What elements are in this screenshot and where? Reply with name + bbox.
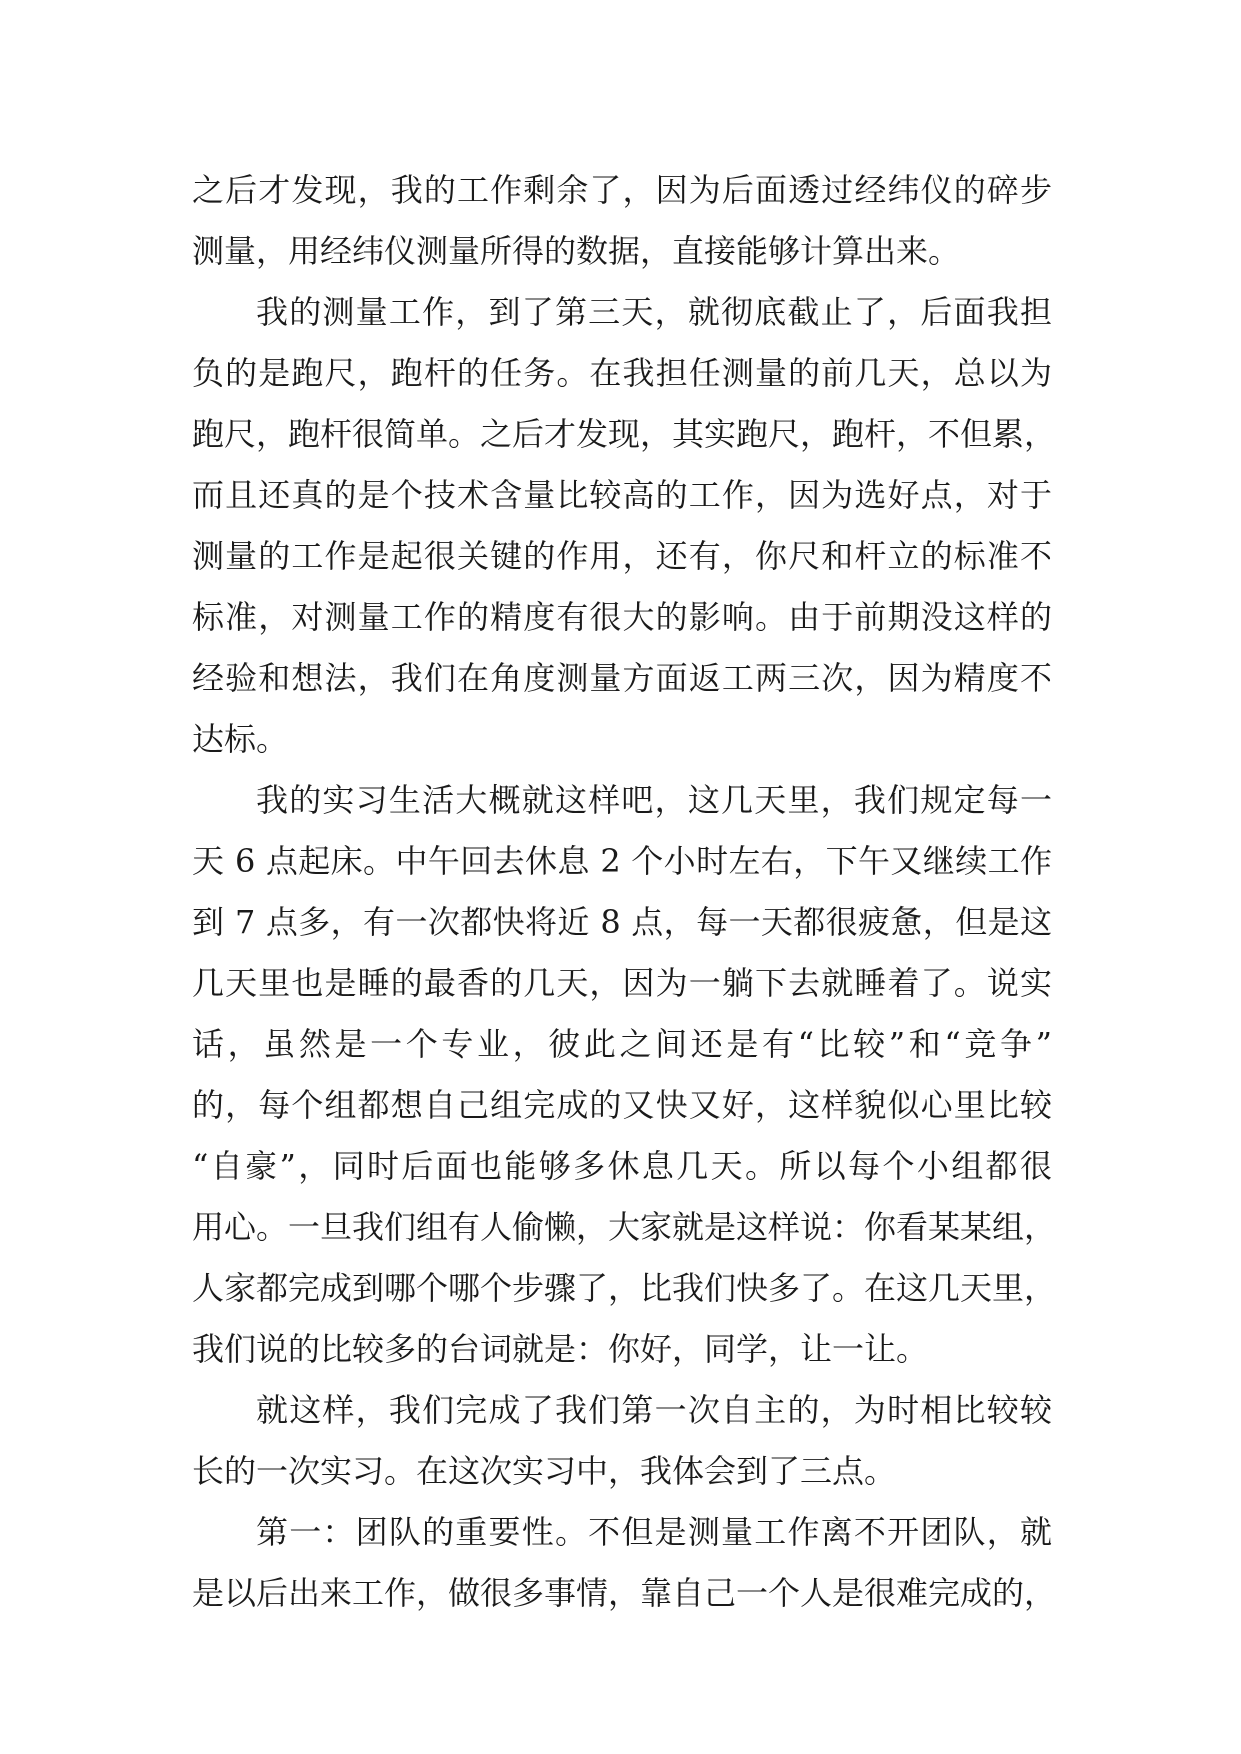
text-line: “自豪”，同时后面也能够多休息几天。所以每个小组都很 (192, 1147, 1052, 1185)
text-line: 负的是跑尺，跑杆的任务。在我担任测量的前几天，总以为 (192, 354, 1052, 392)
body-text (192, 160, 1057, 1624)
text-line: 话，虽然是一个专业，彼此之间还是有“比较”和“竞争” (192, 1025, 1052, 1063)
text-line: 的，每个组都想自己组完成的又快又好，这样貌似心里比较 (192, 1086, 1052, 1124)
text-line: 天 6 点起床。中午回去休息 2 个小时左右，下午又继续工作 (192, 842, 1052, 880)
text-line: 用心。一旦我们组有人偷懒，大家就是这样说：你看某某组， (192, 1208, 1057, 1246)
text-line: 是以后出来工作，做很多事情，靠自己一个人是很难完成的， (192, 1574, 1057, 1612)
text-line: 我的实习生活大概就这样吧，这几天里，我们规定每一 (256, 781, 1052, 819)
text-line: 达标。 (192, 720, 289, 758)
text-line: 我的测量工作，到了第三天，就彻底截止了，后面我担 (256, 293, 1052, 331)
text-line: 就这样，我们完成了我们第一次自主的，为时相比较较 (256, 1391, 1052, 1429)
text-line: 我们说的比较多的台词就是：你好，同学，让一让。 (192, 1330, 929, 1368)
text-line: 测量，用经纬仪测量所得的数据，直接能够计算出来。 (192, 232, 961, 270)
text-line: 第一：团队的重要性。不但是测量工作离不开团队，就 (256, 1513, 1052, 1551)
text-line: 长的一次实习。在这次实习中，我体会到了三点。 (192, 1452, 897, 1490)
text-line: 几天里也是睡的最香的几天，因为一躺下去就睡着了。说实 (192, 964, 1052, 1002)
text-line: 人家都完成到哪个哪个步骤了，比我们快多了。在这几天里， (192, 1269, 1057, 1307)
text-line: 而且还真的是个技术含量比较高的工作，因为选好点，对于 (192, 476, 1052, 514)
text-line: 测量的工作是起很关键的作用，还有，你尺和杆立的标准不 (192, 537, 1052, 575)
text-line: 到 7 点多，有一次都快将近 8 点，每一天都很疲惫，但是这 (192, 903, 1052, 941)
text-line: 标准，对测量工作的精度有很大的影响。由于前期没这样的 (192, 598, 1052, 636)
text-line: 之后才发现，我的工作剩余了，因为后面透过经纬仪的碎步 (192, 171, 1052, 209)
text-line: 经验和想法，我们在角度测量方面返工两三次，因为精度不 (192, 659, 1052, 697)
text-line: 跑尺，跑杆很简单。之后才发现，其实跑尺，跑杆，不但累， (192, 415, 1057, 453)
